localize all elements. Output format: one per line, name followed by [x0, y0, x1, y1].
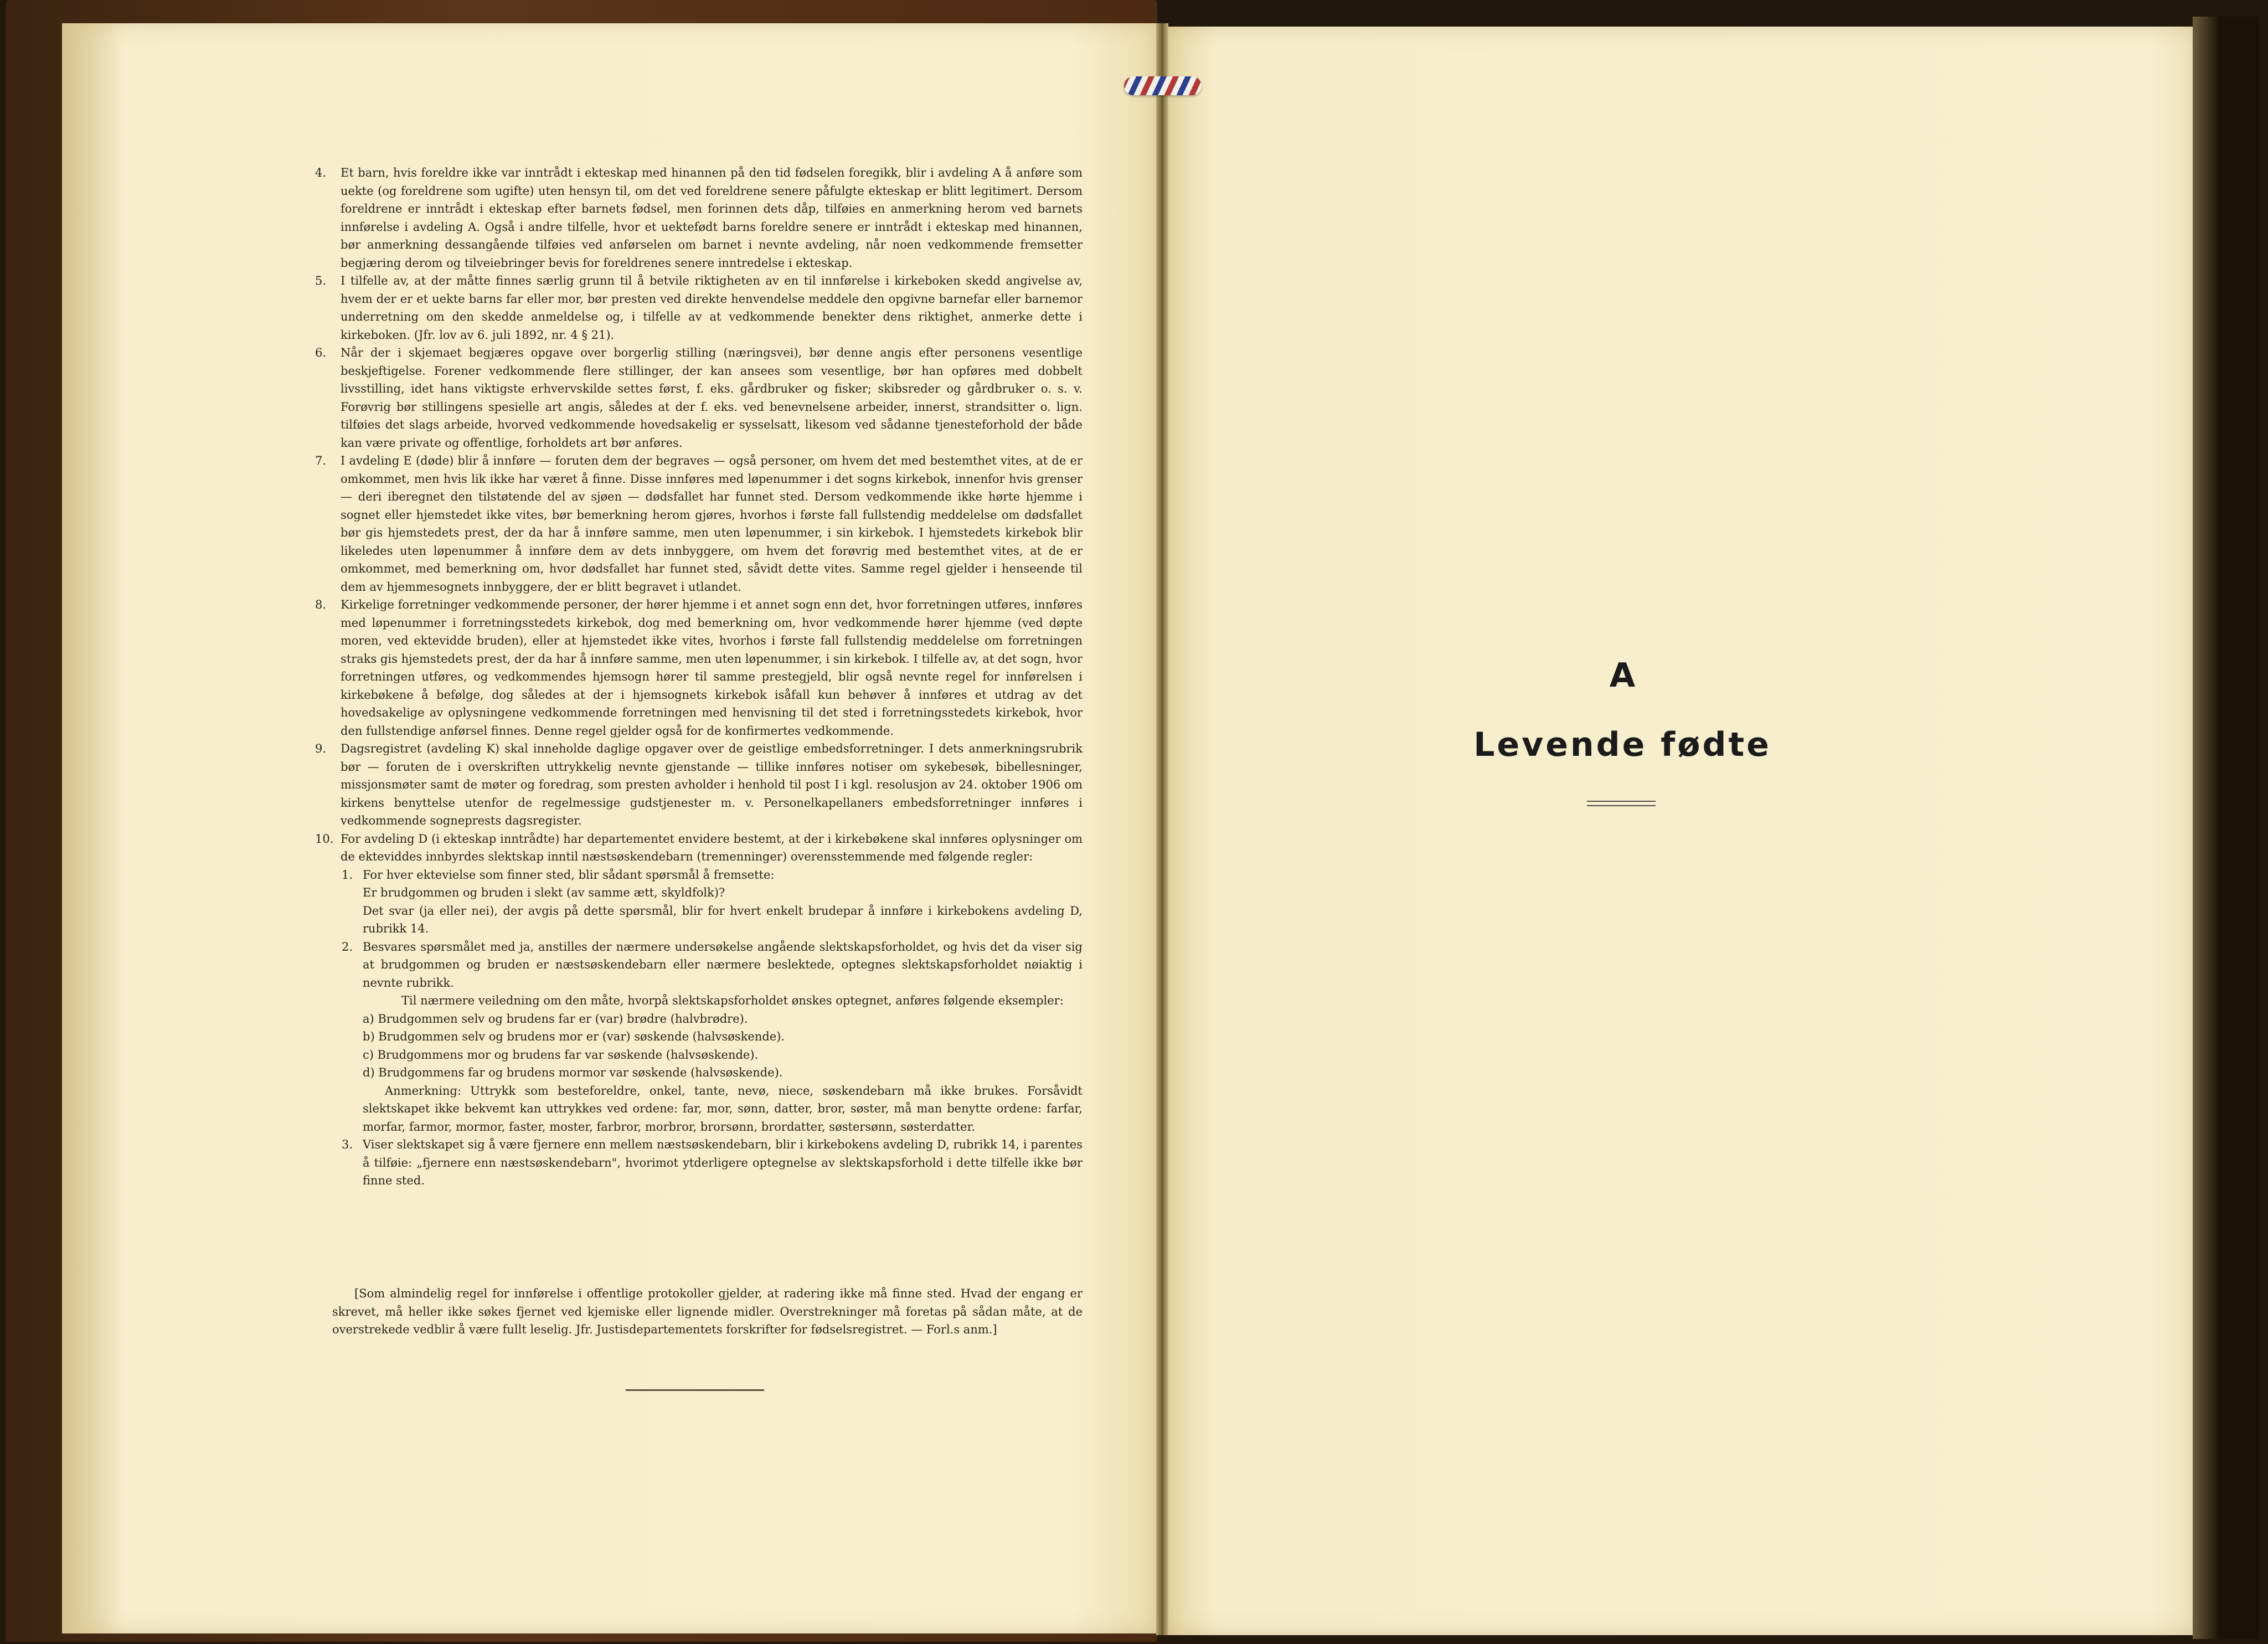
instruction-item — [315, 830, 1083, 1190]
sub-rule-text: For hver ektevielse som finner sted, blir sådant spørsmål å fremsette: — [363, 868, 775, 882]
instructions-text — [315, 164, 1083, 1190]
sub-rule-text: Til nærmere veiledning om den måte, hvorpå slektskapsforholdet ønskes optegnet, anføres følgende eksempler: — [401, 994, 1064, 1007]
right-page — [1165, 27, 2200, 1635]
example-line: a) Brudgommen selv og brudens far er (var) brødre (halvbrødre). — [363, 1012, 748, 1025]
publisher-note-text: [Som almindelig regel for innførelse i offentlige protokoller gjelder, at radering ikke må finne sted. Hvad der engang er skrevet, må heller ikke søkes fjernet ved kjemiske eller lignende midler. Overstrekninger må foretas på sådan måte, at de overstrekede vedblir å være fullt leselig. Jfr. Justisdepartementets forskrifter for fødselsregistret. — Forl.s anm.] — [332, 1287, 1083, 1336]
divider-line — [626, 1389, 764, 1391]
remark-text: Anmerkning: Uttrykk som besteforeldre, onkel, tante, nevø, niece, søskendebarn må ikke brukes. Forsåvidt slektskapet ikke bekvemt kan uttrykkes ved ordene: far, mor, sønn, datter, bror, søster, må man benytte ordene: farfar, morfar, farmor, mormor, faster, moster, farbror, morbror, brorsønn, brordatter, søstersønn, søsterdatter. — [363, 1084, 1083, 1133]
sub-rule-number: 2. — [342, 940, 353, 954]
sub-rule — [341, 866, 1083, 938]
example-line: d) Brudgommens far og brudens mormor var søskende (halvsøskende). — [363, 1066, 783, 1079]
sub-rule-number: 1. — [342, 868, 353, 882]
item-text: I avdeling E (døde) blir å innføre — foruten dem der begraves — også personer, om hvem det med bestemthet vites, at de er omkommet, men hvis lik ikke har været å finne. Disse innføres med løpenummer i det sogns kirkebok, innenfor hvis grenser — deri iberegnet den tilstøtende del av sjøen — dødsfallet har funnet sted. Dersom vedkommende ikke hørte hjemme i sognet eller hjemstedet ikke vites, bør bemerkning herom gjøres, hvorhos i første fall fullstendig meddelelse om dødsfallet bør gis hjemstedets prest, der da har å innføre samme, men uten løpenummer, i sin kirkebok. I hjemstedets kirkebok blir likeledes uten løpenummer å innføre dem av dets innbyggere, om hvem det forøvrig med bestemthet vites, at de er omkommet, med bemerkning om, hvor dødsfallet har funnet sted, såvidt dette vites. Samme regel gjelder i henseende til dem av hjemmesognets innbyggere, der er blitt begravet i utlandet. — [341, 454, 1083, 594]
item-number: 7. — [315, 454, 327, 467]
instruction-item — [315, 596, 1083, 740]
sub-rule-text: Det svar (ja eller nei), der avgis på dette spørsmål, blir for hvert enkelt brudepar å innføre i kirkebokens avdeling D, rubrikk 14. — [363, 904, 1083, 935]
item-number: 4. — [315, 166, 327, 179]
double-rule — [1587, 801, 1656, 806]
section-letter: A — [1609, 656, 1636, 695]
item-number: 10. — [315, 832, 334, 846]
item-text: Kirkelige forretninger vedkommende personer, der hører hjemme i et annet sogn enn det, hvor forretningen utføres, innføres med løpenummer i forretningsstedets kirkebok, dog med bemerkning om, hvor vedkommende hører hjemme (ved døpte moren, ved ektevidde bruden), eller at hjemstedet ikke vites, hvorhos i første fall fullstendig meddelelse om forretningen straks gis hjemstedets prest, der da har å innføre samme, men uten løpenummer, i sin kirkebok. I tilfelle av, at det sogn, hvor forretningen utføres, og vedkommendes hjemsogn hører til samme prestegjeld, blir også nevnte regel for innførelsen i kirkebøkene å befølge, dog således at der i hjemsognets kirkebok isåfall kun behøver å innføres et utdrag av det hovedsakelige av oplysningene vedkommende forretningen med henvisning til det sted i forretningsstedets kirkebok, hvor den fullstendige anførsel finnes. Denne regel gjelder også for de konfirmertes vedkommende. — [341, 598, 1083, 738]
section-title: Levende fødte — [1473, 725, 1771, 764]
instruction-item — [315, 452, 1083, 596]
sub-rule — [341, 1136, 1083, 1190]
item-text: For avdeling D (i ekteskap inntrådte) har departementet envidere bestemt, at der i kirkebøkene skal innføres oplysninger om de ekteviddes innbyrdes slektskap inntil næstsøskendebarn (tremenninger) overensstemmende med følgende regler: — [341, 832, 1083, 863]
sub-rule-text: Viser slektskapet sig å være fjernere enn mellem næstsøskendebarn, blir i kirkebokens avdeling D, rubrikk 14, i parentes å tilføie: „fjernere enn næstsøskendebarn", hvorimot ytderligere optegnelse av slektskapsforhold i dette tilfelle ikke bør finne sted. — [363, 1138, 1083, 1187]
sub-rule-text: Er brudgommen og bruden i slekt (av samme ætt, skyldfolk)? — [363, 886, 725, 899]
item-number: 8. — [315, 598, 327, 611]
example-line: b) Brudgommen selv og brudens mor er (var) søskende (halvsøskende). — [363, 1030, 785, 1043]
example-line: c) Brudgommens mor og brudens far var søskende (halvsøskende). — [363, 1048, 759, 1061]
sub-rule-text: Besvares spørsmålet med ja, anstilles der nærmere undersøkelse angående slektskapsforholdet, og hvis det da viser sig at brudgommen og bruden er næstsøskendebarn eller nærmere beslektede, optegnes slektskapsforholdet nøiaktig i nevnte rubrikk. — [363, 940, 1083, 990]
instruction-item — [315, 740, 1083, 830]
item-text: I tilfelle av, at der måtte finnes særlig grunn til å betvile riktigheten av en til innførelse i kirkeboken skedd angivelse av, hvem der er et uekte barns far eller mor, bør presten ved direkte henvendelse meddele den opgivne barnefar eller barnemor underretning om den skedde anmeldelse og, i tilfelle av at vedkommende benekter dens riktighet, anmerke dette i kirkeboken. (Jfr. lov av 6. juli 1892, nr. 4 § 21). — [341, 274, 1083, 342]
page-edge — [62, 23, 123, 1633]
publisher-note — [332, 1285, 1083, 1339]
item-text: Et barn, hvis foreldre ikke var inntrådt i ekteskap med hinannen på den tid fødselen foregikk, blir i avdeling A å anføre som uekte (og foreldrene som ugifte) uten hensyn til, om det ved foreldrene senere påfulgte ekteskap er blitt legitimert. Dersom foreldrene er inntrådt i ekteskap efter barnets fødsel, men forinnen dets dåp, tilføies en anmerkning herom ved barnets innførelse i avdeling A. Også i andre tilfelle, hvor et uektefødt barns foreldre senere er inntrådt i ekteskap med hinannen, bør anmerkning dessangående tilføies ved anførselen om barnet i nevnte avdeling, når noen vedkommende fremsetter begjæring derom og tilveiebringer bevis for foreldrenes senere inntredelse i ekteskap. — [341, 166, 1083, 270]
book-gutter — [1156, 23, 1168, 1635]
sub-rule-number: 3. — [342, 1138, 353, 1151]
instruction-item — [315, 164, 1083, 272]
instruction-item — [315, 272, 1083, 344]
item-text: Når der i skjemaet begjæres opgave over borgerlig stilling (næringsvei), bør denne angis efter personens vesentlige beskjeftigelse. Forener vedkommende flere stillinger, der kan ansees som vesentlige, bør han opføres med dobbelt livsstilling, idet hans viktigste erhvervskilde settes først, f. eks. gårdbruker og fisker; skibsreder og gårdbruker o. s. v. Forøvrig bør stillingens spesielle art angis, således at der f. eks. ved benevnelsene arbeider, innerst, strandsitter o. lign. tilføies det slags arbeide, hvorved vedkommende hovedsakelig er sysselsatt, likesom ved sådanne tjenesteforhold der både kan være private og offentlige, forholdets art bør anføres. — [341, 346, 1083, 450]
item-number: 5. — [315, 274, 327, 287]
item-number: 6. — [315, 346, 327, 359]
sub-rule — [341, 938, 1083, 1136]
item-number: 9. — [315, 742, 327, 755]
book-edge-right — [2193, 17, 2259, 1639]
item-text: Dagsregistret (avdeling K) skal inneholde daglige opgaver over de geistlige embedsforretninger. I dets anmerkningsrubrik bør — foruten de i overskriften uttrykkelig nevnte gjenstande — tillike innføres notiser om sykebesøk, bibellesninger, missjonsmøter samt de møter og foredrag, som presten avholder i henhold til post I i kgl. resolusjon av 24. oktober 1906 om kirkens benyttelse utenfor de regelmessige gudstjenester m. v. Personelkapellaners embedsforretninger innføres i vedkommende sogneprests dagsregister. — [341, 742, 1083, 827]
binding-thread — [1124, 76, 1202, 95]
instruction-item — [315, 344, 1083, 452]
